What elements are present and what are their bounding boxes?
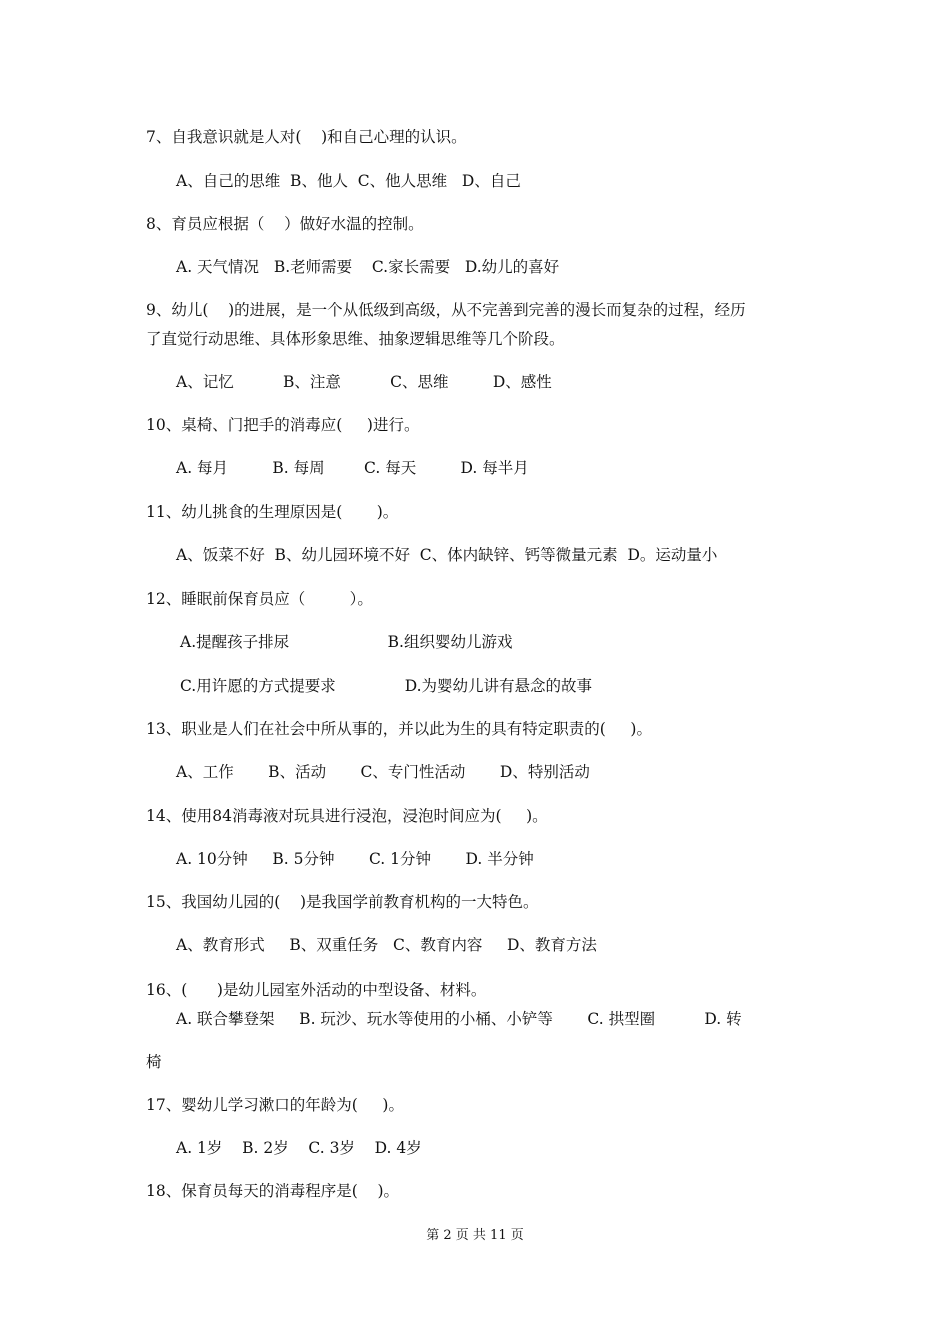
question-options: A、自己的思维 B、他人 C、他人思维 D、自己 bbox=[176, 172, 521, 190]
question-stem: 14、使用84消毒液对玩具进行浸泡，浸泡时间应为( )。 bbox=[146, 807, 548, 825]
question-options: 椅 bbox=[146, 1053, 162, 1071]
question-stem: 17、婴幼儿学习漱口的年龄为( )。 bbox=[146, 1096, 404, 1114]
question-options: C.用许愿的方式提要求 D.为婴幼儿讲有悬念的故事 bbox=[180, 677, 593, 695]
question-options: A. 10分钟 B. 5分钟 C. 1分钟 D. 半分钟 bbox=[176, 850, 534, 868]
question-stem: 12、睡眠前保育员应（ ）。 bbox=[146, 590, 373, 608]
question-options: A. 天气情况 B.老师需要 C.家长需要 D.幼儿的喜好 bbox=[176, 258, 560, 276]
page-number: 第 2 页 共 11 页 bbox=[426, 1228, 524, 1243]
question-stem: 7、自我意识就是人对( )和自己心理的认识。 bbox=[146, 128, 467, 146]
question-stem: 13、职业是人们在社会中所从事的，并以此为生的具有特定职责的( )。 bbox=[146, 720, 652, 738]
question-stem: 了直觉行动思维、具体形象思维、抽象逻辑思维等几个阶段。 bbox=[146, 330, 565, 348]
question-stem: 8、育员应根据（ ）做好水温的控制。 bbox=[146, 215, 424, 233]
question-options: A、饭菜不好 B、幼儿园环境不好 C、体内缺锌、钙等微量元素 D。运动量小 bbox=[176, 546, 718, 564]
question-options: A、教育形式 B、双重任务 C、教育内容 D、教育方法 bbox=[176, 936, 597, 954]
question-options: A. 联合攀登架 B. 玩沙、玩水等使用的小桶、小铲等 C. 拱型圈 D. 转 bbox=[176, 1010, 742, 1028]
question-stem: 18、保育员每天的消毒程序是( )。 bbox=[146, 1182, 400, 1200]
question-options: A.提醒孩子排尿 B.组织婴幼儿游戏 bbox=[180, 633, 513, 651]
question-options: A. 1岁 B. 2岁 C. 3岁 D. 4岁 bbox=[176, 1139, 422, 1157]
question-options: A、记忆 B、注意 C、思维 D、感性 bbox=[176, 373, 552, 391]
question-options: A、工作 B、活动 C、专门性活动 D、特别活动 bbox=[176, 763, 590, 781]
question-stem: 16、( )是幼儿园室外活动的中型设备、材料。 bbox=[146, 981, 487, 999]
question-options: A. 每月 B. 每周 C. 每天 D. 每半月 bbox=[176, 459, 529, 477]
question-stem: 15、我国幼儿园的( )是我国学前教育机构的一大特色。 bbox=[146, 893, 539, 911]
question-stem: 9、幼儿( )的进展，是一个从低级到高级，从不完善到完善的漫长而复杂的过程，经历 bbox=[146, 301, 746, 319]
question-stem: 10、桌椅、门把手的消毒应( )进行。 bbox=[146, 416, 420, 434]
question-stem: 11、幼儿挑食的生理原因是( )。 bbox=[146, 503, 399, 521]
